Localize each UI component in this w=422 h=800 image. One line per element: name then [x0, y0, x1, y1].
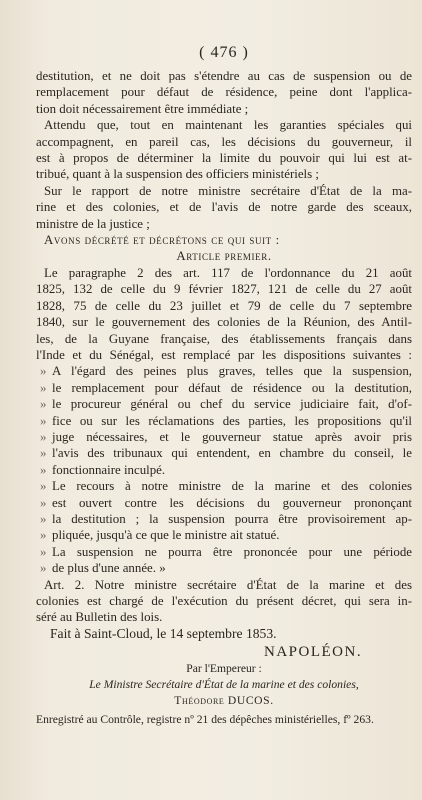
article-heading: Article premier. — [176, 249, 272, 264]
par-empereur: Par l'Empereur : — [186, 661, 262, 675]
quote-mark: » — [40, 380, 47, 395]
quote-line: » la destitution ; la suspension pourra être provisoirement ap- — [40, 511, 412, 526]
text-line: l'Inde et du Sénégal, est remplacé par les dispositions suivantes : — [36, 347, 412, 362]
text-line: tion doit nécessairement être immédiate ; — [36, 101, 249, 116]
quote-mark: » — [40, 413, 47, 428]
quote-line: » pliquée, jusqu'à ce que le ministre ait statué. — [40, 528, 280, 543]
minister-title: Le Ministre Secrétaire d'État de la marine et des colonies, — [89, 678, 359, 692]
quote-line: » le remplacement pour défaut de résidence ou la destitution, — [40, 380, 412, 395]
page-number: ( 476 ) — [199, 44, 249, 61]
text-line: Le paragraphe 2 des art. 117 de l'ordonnance du 21 août — [44, 265, 412, 280]
text-line: 1825, 132 de celle du 9 février 1827, 121 de celle du 27 août — [36, 282, 412, 297]
registration-note: Enregistré au Contrôle, registre nº 21 des dépêches ministérielles, fº 263. — [36, 712, 374, 726]
minister-signature: Théodore DUCOS. — [174, 694, 274, 708]
signing-place-date: Fait à Saint-Cloud, le 14 septembre 1853. — [50, 625, 277, 641]
quote-mark: » — [40, 397, 47, 412]
text-line: est à propos de déterminer la limite du pouvoir qui lui est at- — [36, 151, 412, 166]
text-line: Sur le rapport de notre ministre secrétaire d'État de la ma- — [44, 183, 412, 198]
quote-mark: » — [40, 544, 47, 559]
quote-line: » le procureur général ou chef du service judiciaire fait, d'of- — [40, 397, 412, 412]
article-2-line: séré au Bulletin des lois. — [36, 610, 163, 625]
quote-mark: » — [40, 511, 47, 526]
text-line: ministre de la justice ; — [36, 216, 150, 231]
quote-line: » l'avis des tribunaux qui entendent, en chambre du conseil, le — [40, 446, 412, 461]
text-line: tribué, quant à la suspension des officiers ministériels ; — [36, 167, 319, 182]
quote-mark: » — [40, 495, 47, 510]
decree-formula: Avons décrété et décrétons ce qui suit : — [44, 233, 280, 248]
quote-line: » fonctionnaire inculpé. — [40, 462, 166, 477]
quote-mark: » — [40, 528, 47, 543]
text-line: 1828, 75 de celle du 23 juillet et 79 de celle du 7 septembre — [36, 298, 412, 313]
quote-mark: » — [40, 561, 47, 576]
text-line: remplacement pour défaut de résidence, peine dont l'applica- — [36, 85, 412, 100]
quote-line: » fice ou sur les réclamations des parties, les propositions qu'il — [40, 413, 412, 428]
text-line: Attendu que, tout en maintenant les garanties spéciales qui — [44, 118, 412, 133]
quote-line: » A l'égard des peines plus graves, telles que la suspension, — [40, 364, 412, 379]
quote-line: » Le recours à notre ministre de la marine et des colonies — [40, 479, 412, 494]
quote-mark: » — [40, 364, 47, 379]
text-line: destitution, et ne doit pas s'étendre au cas de suspension ou de — [36, 69, 412, 83]
text-line: rine et des colonies, et de l'avis de notre garde des sceaux, — [36, 200, 412, 215]
quote-mark: » — [40, 446, 47, 461]
text-line: les, de la Guyane française, des établissements français dans — [36, 331, 412, 346]
quote-line: » juge nécessaires, et le gouverneur statue après avoir pris — [40, 429, 412, 444]
article-2-line: Art. 2. Notre ministre secrétaire d'État de la marine et des — [44, 577, 412, 592]
text-line: accompagnent, en pareil cas, les décisions du gouverneur, il — [36, 134, 412, 149]
text-line: 1840, sur le gouvernement des colonies de la Réunion, des Antil- — [36, 315, 412, 330]
article-2-line: colonies est chargé de l'exécution du présent décret, qui sera in- — [36, 594, 412, 608]
quote-mark: » — [40, 429, 47, 444]
quote-line: » est ouvert contre les décisions du gouverneur prononçant — [40, 495, 412, 510]
quote-line: » de plus d'une année. » — [40, 561, 166, 576]
emperor-signature: NAPOLÉON. — [264, 644, 363, 661]
quote-mark: » — [40, 462, 47, 477]
quote-line: » La suspension ne pourra être prononcée pour une période — [40, 544, 412, 559]
quote-mark: » — [40, 479, 47, 494]
